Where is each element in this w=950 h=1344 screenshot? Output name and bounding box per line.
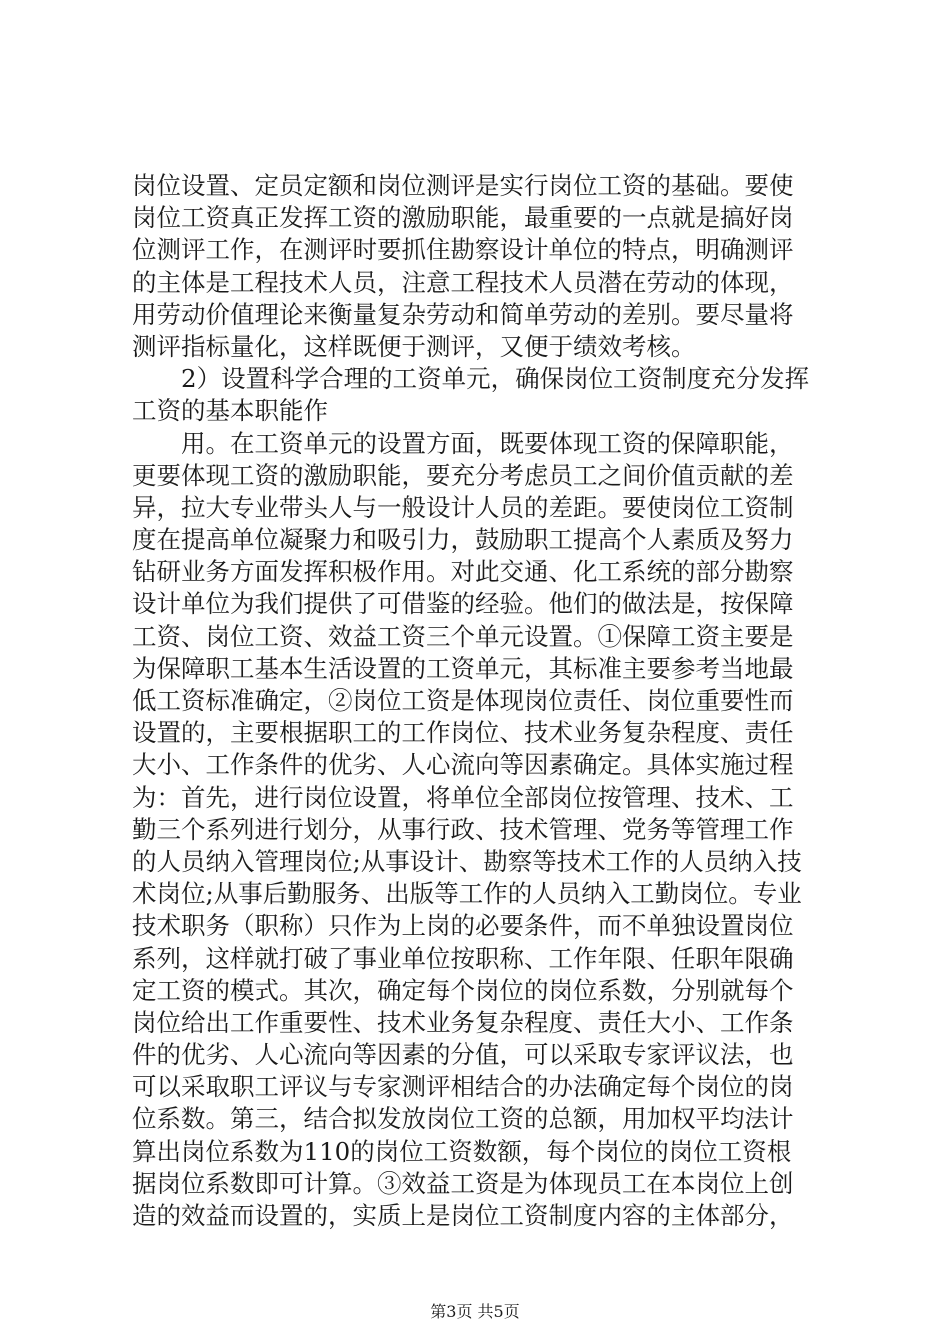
text-line: 据岗位系数即可计算。③效益工资是为体现员工在本岗位上创 [132, 1168, 794, 1198]
text-line: 2）设置科学合理的工资单元，确保岗位工资制度充分发挥 [181, 364, 810, 394]
text-line: 用。在工资单元的设置方面，既要体现工资的保障职能， [181, 428, 794, 458]
text-line: 测评指标量化，这样既便于测评，又便于绩效考核。 [132, 331, 696, 361]
text-line: 岗位工资真正发挥工资的激励职能，最重要的一点就是搞好岗 [132, 203, 794, 233]
text-line: 为保障职工基本生活设置的工资单元，其标准主要参考当地最 [132, 653, 794, 683]
text-line: 造的效益而设置的，实质上是岗位工资制度内容的主体部分， [132, 1201, 794, 1230]
text-line: 工资、岗位工资、效益工资三个单元设置。①保障工资主要是 [132, 621, 794, 651]
text-line: 的人员纳入管理岗位;从事设计、勘察等技术工作的人员纳入技 [132, 846, 802, 876]
text-line: 异，拉大专业带头人与一般设计人员的差距。要使岗位工资制 [132, 492, 794, 522]
text-line: 钻研业务方面发挥积极作用。对此交通、化工系统的部分勘察 [132, 557, 794, 587]
text-line: 算出岗位系数为110的岗位工资数额，每个岗位的岗位工资根 [132, 1136, 792, 1166]
text-line: 件的优劣、人心流向等因素的分值，可以采取专家评议法，也 [132, 1040, 794, 1070]
text-line: 岗位设置、定员定额和岗位测评是实行岗位工资的基础。要使 [132, 171, 794, 200]
text-line: 工资的基本职能作 [132, 396, 328, 426]
text-line: 用劳动价值理论来衡量复杂劳动和简单劳动的差别。要尽量将 [132, 299, 794, 329]
text-line: 定工资的模式。其次，确定每个岗位的岗位系数，分别就每个 [132, 975, 794, 1005]
text-line: 低工资标准确定，②岗位工资是体现岗位责任、岗位重要性而 [132, 686, 794, 715]
text-line: 勤三个系列进行划分，从事行政、技术管理、党务等管理工作 [132, 814, 794, 844]
text-line: 的主体是工程技术人员，注意工程技术人员潜在劳动的体现， [132, 267, 794, 297]
text-line: 更要体现工资的激励职能，要充分考虑员工之间价值贡献的差 [132, 460, 794, 490]
text-line: 设置的，主要根据职工的工作岗位、技术业务复杂程度、责任 [132, 718, 794, 748]
text-line: 位系数。第三，结合拟发放岗位工资的总额，用加权平均法计 [132, 1104, 794, 1134]
text-line: 度在提高单位凝聚力和吸引力，鼓励职工提高个人素质及努力 [132, 525, 794, 555]
text-line: 术岗位;从事后勤服务、出版等工作的人员纳入工勤岗位。专业 [132, 879, 802, 909]
page-footer [0, 1302, 950, 1322]
text-line: 技术职务（职称）只作为上岗的必要条件，而不单独设置岗位 [132, 911, 794, 941]
body-text [132, 170, 832, 1232]
text-line: 大小、工作条件的优劣、人心流向等因素确定。具体实施过程 [132, 750, 794, 780]
page-number-label: 第3页 共5页 [430, 1302, 520, 1321]
text-line: 可以采取职工评议与专家测评相结合的办法确定每个岗位的岗 [132, 1072, 794, 1102]
text-line: 为：首先，进行岗位设置，将单位全部岗位按管理、技术、工 [132, 782, 794, 812]
text-line: 系列，这样就打破了事业单位按职称、工作年限、任职年限确 [132, 943, 794, 973]
text-line: 岗位给出工作重要性、技术业务复杂程度、责任大小、工作条 [132, 1007, 794, 1037]
text-line: 位测评工作，在测评时要抓住勘察设计单位的特点，明确测评 [132, 235, 794, 265]
text-line: 设计单位为我们提供了可借鉴的经验。他们的做法是，按保障 [132, 589, 794, 619]
